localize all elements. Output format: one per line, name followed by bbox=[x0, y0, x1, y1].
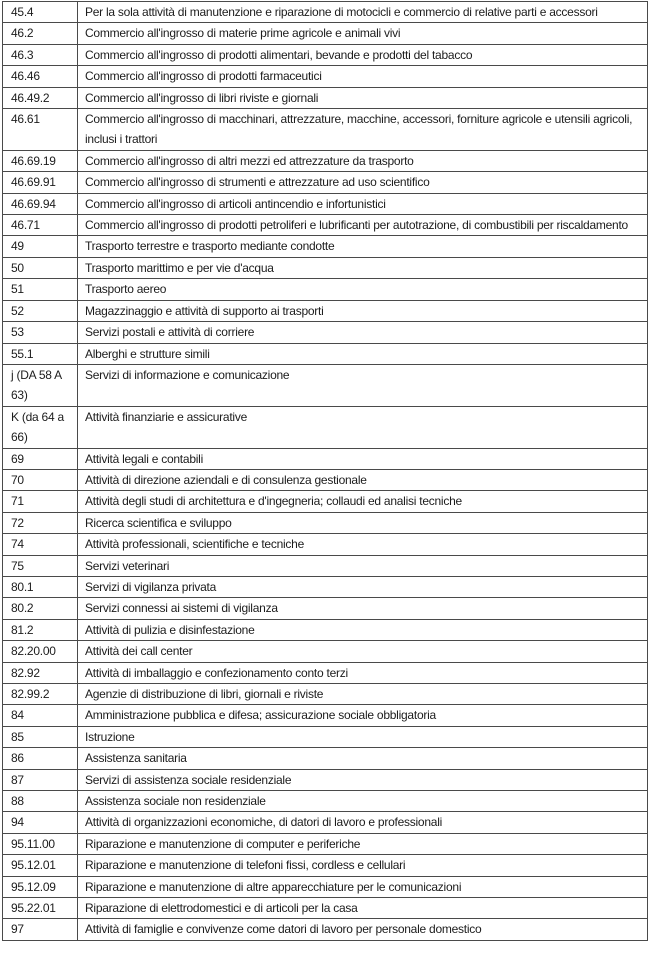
table-row bbox=[3, 876, 648, 897]
code-cell: 70 bbox=[3, 469, 78, 490]
table-row bbox=[3, 23, 648, 44]
description-cell: Amministrazione pubblica e difesa; assicurazione sociale obbligatoria bbox=[78, 705, 648, 726]
code-cell: 46.3 bbox=[3, 44, 78, 65]
description-cell: Commercio all'ingrosso di prodotti petroliferi e lubrificanti per autotrazione, di combustibili per riscaldamento bbox=[78, 215, 648, 236]
description-cell: Commercio all'ingrosso di materie prime agricole e animali vivi bbox=[78, 23, 648, 44]
description-cell: Attività legali e contabili bbox=[78, 448, 648, 469]
code-cell: 49 bbox=[3, 236, 78, 257]
code-cell: 69 bbox=[3, 448, 78, 469]
description-cell: Attività di direzione aziendali e di consulenza gestionale bbox=[78, 469, 648, 490]
table-row bbox=[3, 193, 648, 214]
description-cell: Attività finanziarie e assicurative bbox=[78, 406, 648, 448]
code-cell: 53 bbox=[3, 322, 78, 343]
code-cell: 82.20.00 bbox=[3, 641, 78, 662]
code-cell: 45.4 bbox=[3, 2, 78, 23]
code-cell: 52 bbox=[3, 300, 78, 321]
table-row bbox=[3, 364, 648, 406]
table-row bbox=[3, 491, 648, 512]
code-cell: j (DA 58 A 63) bbox=[3, 364, 78, 406]
code-cell: 46.69.91 bbox=[3, 172, 78, 193]
table-body bbox=[3, 2, 648, 941]
description-cell: Trasporto marittimo e per vie d'acqua bbox=[78, 257, 648, 278]
table-row bbox=[3, 812, 648, 833]
description-cell: Alberghi e strutture simili bbox=[78, 343, 648, 364]
code-cell: 75 bbox=[3, 555, 78, 576]
description-cell: Attività di famiglie e convivenze come datori di lavoro per personale domestico bbox=[78, 919, 648, 940]
code-cell: 46.46 bbox=[3, 66, 78, 87]
table-row bbox=[3, 172, 648, 193]
description-cell: Servizi postali e attività di corriere bbox=[78, 322, 648, 343]
code-cell: 82.92 bbox=[3, 662, 78, 683]
table-row bbox=[3, 598, 648, 619]
code-cell: 74 bbox=[3, 534, 78, 555]
code-cell: 95.22.01 bbox=[3, 898, 78, 919]
description-cell: Servizi di vigilanza privata bbox=[78, 576, 648, 597]
description-cell: Commercio all'ingrosso di strumenti e attrezzature ad uso scientifico bbox=[78, 172, 648, 193]
description-cell: Attività di pulizia e disinfestazione bbox=[78, 619, 648, 640]
description-cell: Riparazione di elettrodomestici e di articoli per la casa bbox=[78, 898, 648, 919]
description-cell: Commercio all'ingrosso di articoli antincendio e infortunistici bbox=[78, 193, 648, 214]
description-cell: Assistenza sanitaria bbox=[78, 748, 648, 769]
table-row bbox=[3, 44, 648, 65]
table-row bbox=[3, 791, 648, 812]
code-cell: 50 bbox=[3, 257, 78, 278]
description-cell: Attività dei call center bbox=[78, 641, 648, 662]
description-cell: Attività degli studi di architettura e d'ingegneria; collaudi ed analisi tecniche bbox=[78, 491, 648, 512]
table-row bbox=[3, 279, 648, 300]
description-cell: Assistenza sociale non residenziale bbox=[78, 791, 648, 812]
description-cell: Per la sola attività di manutenzione e riparazione di motocicli e commercio di relative parti e accessori bbox=[78, 2, 648, 23]
description-cell: Servizi di informazione e comunicazione bbox=[78, 364, 648, 406]
description-cell: Commercio all'ingrosso di macchinari, attrezzature, macchine, accessori, forniture agricole e utensili agricoli, inclusi i trattori bbox=[78, 109, 648, 151]
table-row bbox=[3, 257, 648, 278]
table-row bbox=[3, 300, 648, 321]
table-row bbox=[3, 150, 648, 171]
code-cell: 97 bbox=[3, 919, 78, 940]
description-cell: Commercio all'ingrosso di altri mezzi ed attrezzature da trasporto bbox=[78, 150, 648, 171]
description-cell: Istruzione bbox=[78, 726, 648, 747]
code-cell: 84 bbox=[3, 705, 78, 726]
table-row bbox=[3, 833, 648, 854]
description-cell: Attività professionali, scientifiche e tecniche bbox=[78, 534, 648, 555]
code-cell: 86 bbox=[3, 748, 78, 769]
table-row bbox=[3, 748, 648, 769]
description-cell: Commercio all'ingrosso di prodotti alimentari, bevande e prodotti del tabacco bbox=[78, 44, 648, 65]
table-row bbox=[3, 87, 648, 108]
table-row bbox=[3, 641, 648, 662]
description-cell: Riparazione e manutenzione di computer e periferiche bbox=[78, 833, 648, 854]
code-cell: 80.2 bbox=[3, 598, 78, 619]
table-row bbox=[3, 322, 648, 343]
table-row bbox=[3, 343, 648, 364]
code-cell: 51 bbox=[3, 279, 78, 300]
code-cell: 94 bbox=[3, 812, 78, 833]
code-cell: 88 bbox=[3, 791, 78, 812]
table-row bbox=[3, 215, 648, 236]
code-cell: 46.71 bbox=[3, 215, 78, 236]
description-cell: Riparazione e manutenzione di altre apparecchiature per le comunicazioni bbox=[78, 876, 648, 897]
description-cell: Commercio all'ingrosso di prodotti farmaceutici bbox=[78, 66, 648, 87]
code-cell: 46.69.19 bbox=[3, 150, 78, 171]
code-cell: 85 bbox=[3, 726, 78, 747]
code-cell: 95.12.09 bbox=[3, 876, 78, 897]
code-cell: 46.69.94 bbox=[3, 193, 78, 214]
table-row bbox=[3, 469, 648, 490]
description-cell: Trasporto aereo bbox=[78, 279, 648, 300]
description-cell: Servizi veterinari bbox=[78, 555, 648, 576]
description-cell: Agenzie di distribuzione di libri, giornali e riviste bbox=[78, 684, 648, 705]
table-row bbox=[3, 705, 648, 726]
table-row bbox=[3, 236, 648, 257]
table-row bbox=[3, 448, 648, 469]
code-cell: 95.12.01 bbox=[3, 855, 78, 876]
description-cell: Magazzinaggio e attività di supporto ai trasporti bbox=[78, 300, 648, 321]
table-row bbox=[3, 919, 648, 940]
code-cell: 95.11.00 bbox=[3, 833, 78, 854]
description-cell: Attività di organizzazioni economiche, di datori di lavoro e professionali bbox=[78, 812, 648, 833]
table-row bbox=[3, 109, 648, 151]
table-row bbox=[3, 66, 648, 87]
description-cell: Ricerca scientifica e sviluppo bbox=[78, 512, 648, 533]
table-row bbox=[3, 769, 648, 790]
table-row bbox=[3, 406, 648, 448]
description-cell: Trasporto terrestre e trasporto mediante condotte bbox=[78, 236, 648, 257]
code-cell: 80.1 bbox=[3, 576, 78, 597]
code-cell: 46.2 bbox=[3, 23, 78, 44]
code-cell: 55.1 bbox=[3, 343, 78, 364]
description-cell: Commercio all'ingrosso di libri riviste e giornali bbox=[78, 87, 648, 108]
description-cell: Servizi di assistenza sociale residenziale bbox=[78, 769, 648, 790]
description-cell: Attività di imballaggio e confezionamento conto terzi bbox=[78, 662, 648, 683]
table-row bbox=[3, 684, 648, 705]
code-cell: 46.49.2 bbox=[3, 87, 78, 108]
description-cell: Servizi connessi ai sistemi di vigilanza bbox=[78, 598, 648, 619]
code-cell: 72 bbox=[3, 512, 78, 533]
code-cell: 46.61 bbox=[3, 109, 78, 151]
table-row bbox=[3, 2, 648, 23]
description-cell: Riparazione e manutenzione di telefoni fissi, cordless e cellulari bbox=[78, 855, 648, 876]
code-cell: 82.99.2 bbox=[3, 684, 78, 705]
table-row bbox=[3, 619, 648, 640]
table-row bbox=[3, 726, 648, 747]
ateco-codes-table bbox=[2, 1, 648, 941]
table-row bbox=[3, 898, 648, 919]
code-cell: 87 bbox=[3, 769, 78, 790]
table-row bbox=[3, 662, 648, 683]
table-row bbox=[3, 534, 648, 555]
code-cell: 81.2 bbox=[3, 619, 78, 640]
table-row bbox=[3, 555, 648, 576]
table-row bbox=[3, 512, 648, 533]
code-cell: 71 bbox=[3, 491, 78, 512]
code-cell: K (da 64 a 66) bbox=[3, 406, 78, 448]
table-row bbox=[3, 576, 648, 597]
table-row bbox=[3, 855, 648, 876]
